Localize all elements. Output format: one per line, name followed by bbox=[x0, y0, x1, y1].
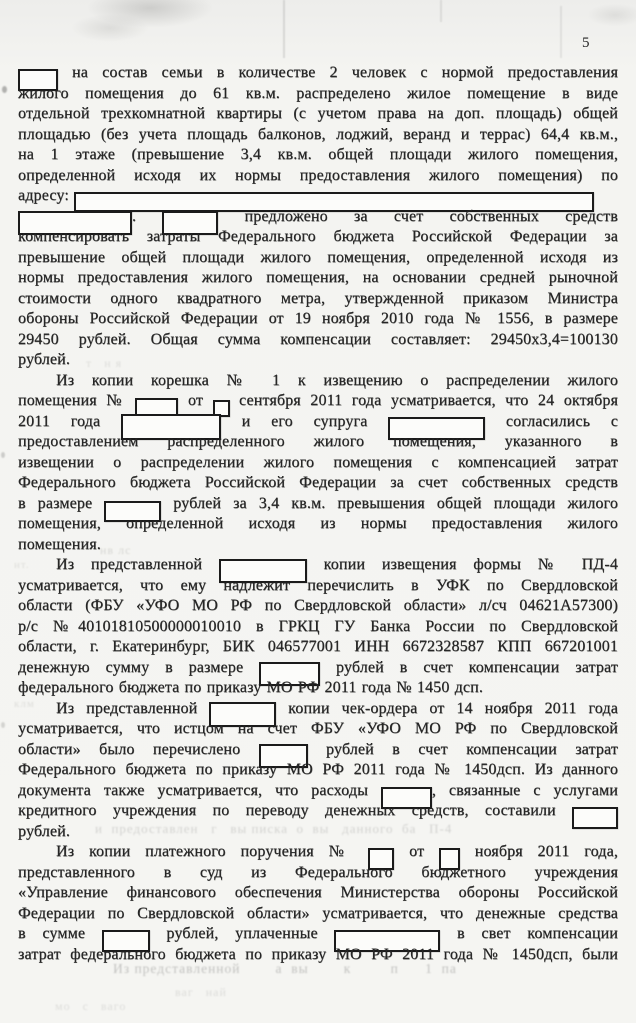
text-line: предоставлением распределенного жилого помещения, указанного в bbox=[18, 433, 618, 450]
text-line: 29450 рублей. Общая сумма компенсации составляет: 29450х3,4=100130 bbox=[18, 330, 618, 348]
text-line: на 1 этаже (превышение 3,4 кв.м. общей площади жилого помещения, bbox=[18, 146, 618, 163]
page-number: 5 bbox=[582, 35, 590, 51]
text-line: федерального бюджета по приказу МО РФ 2011 года № 1450 дсп. bbox=[18, 679, 484, 696]
text-line: превышение общей площади жилого помещения, определенной исходя из bbox=[18, 248, 618, 266]
text-line: Федерального бюджета Российской Федерации за счет собственных средств bbox=[18, 474, 618, 491]
text-line: затрат федерального бюджета по приказу МО РФ 2011 года № 1450дсп, были bbox=[18, 945, 618, 963]
paragraph bbox=[18, 842, 618, 965]
text-line: области» было перечислено рублей в счет компенсации затрат bbox=[18, 740, 618, 761]
text-line: р/с №40101810500000010010 в ГРКЦ ГУ Банка России по Свердловской bbox=[18, 617, 618, 635]
paragraph bbox=[18, 207, 618, 371]
ghost-text: и предоставлен г вы писка о вы данного ба П-4 bbox=[95, 821, 453, 836]
text-line: адресу: bbox=[18, 186, 618, 207]
text-line: «Управление финансового обеспечения Министерства обороны Российской bbox=[18, 884, 618, 901]
text-line: кредитного учреждения по переводу денежных средств, составили bbox=[18, 801, 618, 822]
ghost-text: мо с ваго bbox=[55, 999, 127, 1013]
ghost-text: т н я bbox=[86, 356, 123, 370]
text-line: Из копии платежного поручения № от ноября 2011 года, bbox=[18, 842, 618, 863]
ghost-text: нт. bbox=[14, 559, 30, 571]
text-line: денежную сумму в размере рублей в счет компенсации затрат bbox=[18, 658, 618, 679]
text-line: Федерации по Свердловской области» усматривается, что денежные средства bbox=[18, 904, 618, 922]
text-line: усматривается, что ему надлежит перечислить в УФК по Свердловской bbox=[18, 576, 618, 594]
text-line: Федерального бюджета по приказу МО РФ 2011 года № 1450дсп. Из данного bbox=[18, 761, 618, 778]
scan-speck bbox=[1, 452, 5, 458]
paragraph bbox=[18, 63, 618, 207]
text-line: компенсировать затраты Федерального бюджета Российской Федерации за bbox=[18, 228, 618, 245]
text-line: жилого помещения до 61 кв.м. распределено жилое помещение в виде bbox=[18, 84, 618, 102]
ghost-text: Из представленной а вы к п 1 па bbox=[113, 961, 457, 976]
text-line: помещения № от сентября 2011 года усматривается, что 24 октября bbox=[18, 391, 618, 412]
scan-fold-line bbox=[560, 6, 562, 58]
text-line: Из представленной копии извещения формы № ПД-4 bbox=[18, 555, 618, 576]
text-line: определенной исходя их нормы предоставления жилого помещения) по bbox=[18, 166, 618, 184]
text-line: в размере рублей за 3,4 кв.м. превышения общей площади жилого bbox=[18, 494, 618, 515]
text-line: извещении о распределении жилого помещения с компенсацией затрат bbox=[18, 453, 618, 471]
scan-speck bbox=[2, 86, 7, 93]
text-line: Из копии корешка № 1 к извещению о распределении жилого bbox=[56, 371, 618, 389]
text-line: обороны Российской Федерации от 19 ноября 2010 года № 1556, в размере bbox=[18, 310, 618, 327]
ghost-text: нв лс bbox=[100, 543, 132, 557]
scan-speck bbox=[1, 722, 5, 728]
text-line: помещения. bbox=[18, 535, 101, 553]
text-line: нормы предоставления жилого помещения, на основании средней рыночной bbox=[18, 269, 618, 286]
ghost-text: клм bbox=[14, 698, 35, 710]
text-line: Из представленной копии чек-ордера от 14 ноября 2011 года bbox=[18, 699, 618, 720]
paragraph bbox=[18, 371, 618, 556]
text-line: . предложено за счет собственных средств bbox=[18, 207, 618, 228]
text-line: на состав семьи в количестве 2 человек с нормой предоставления bbox=[18, 63, 618, 84]
ghost-text: ваг най bbox=[175, 985, 227, 999]
text-line: представленного в суд из Федерального бюджетного учреждения bbox=[18, 863, 618, 881]
scan-fold-line bbox=[440, 0, 442, 22]
text-line: рублей. bbox=[18, 351, 71, 368]
paragraph bbox=[18, 555, 618, 699]
text-line: отдельной трехкомнатной квартиры (с учетом права на доп. площадь) общей bbox=[18, 105, 618, 122]
text-line: усматривается, что истцом на счет ФБУ «УФО МО РФ по Свердловской bbox=[18, 720, 618, 737]
text-line: рублей. bbox=[18, 822, 71, 840]
text-line: области (ФБУ «УФО МО РФ по Свердловской области» л/сч 04621А57300) bbox=[18, 597, 618, 614]
scan-fold-line bbox=[283, 0, 285, 58]
text-line: стоимости одного квадратного метра, утвержденной приказом Министра bbox=[18, 289, 618, 307]
text-line: в сумме рублей, уплаченные в свет компенсации bbox=[18, 924, 618, 945]
text-line: области, г. Екатеринбург, БИК 046577001 ИНН 6672328587 КПП 667201001 bbox=[18, 638, 618, 655]
redaction-box bbox=[572, 807, 618, 829]
text-line: помещения, определенной исходя из нормы предоставления жилого bbox=[18, 515, 618, 532]
text-line: 2011 года и его супруга согласились с bbox=[18, 412, 618, 433]
text-line: площадью (без учета площадь балконов, лоджий, веранд и террас) 64,4 кв.м., bbox=[18, 125, 618, 143]
text-line: документа также усматривается, что расходы , связанные с услугами bbox=[18, 781, 618, 802]
